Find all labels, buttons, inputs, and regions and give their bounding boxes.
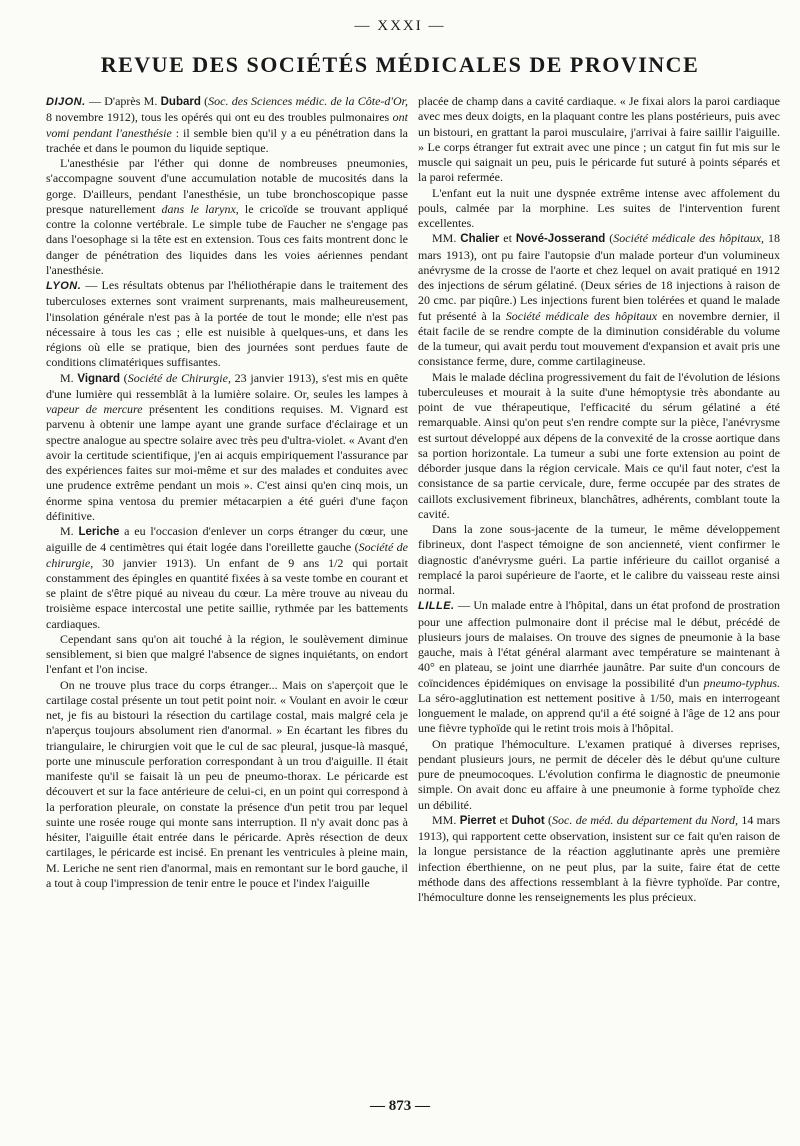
author-name: Pierret <box>459 814 497 827</box>
body-text: MM. <box>432 231 461 246</box>
city-heading: DIJON. <box>46 96 86 108</box>
body-text: ( <box>544 812 553 827</box>
article-paragraph <box>418 231 780 369</box>
article-paragraph <box>418 813 780 906</box>
article-paragraph <box>418 370 780 523</box>
article-paragraph <box>418 186 780 232</box>
body-text: 30 janvier 1913). Un enfant de 9 ans 1/2 qui portait constamment des épingles en quantité fixées à sa veste tombe en courant et se plaint de s'être piqué au niveau du cœur. La mère trouve au niveau du troisième espace intercostal une petite saillie, rythmée par les battements cardiaques. <box>46 555 408 631</box>
italic-reference: vapeur de mercure <box>46 402 143 416</box>
body-text: La séro-agglutination est nettement positive à 1/50, mais en interrogeant longuement le malade, on apprend qu'il a été soigné à l'âge de 12 ans pour une fièvre typhoïde qui le retint trois mois à l'hôpital. <box>418 690 780 736</box>
author-name: Vignard <box>77 372 120 385</box>
body-text: et <box>496 812 512 827</box>
body-text: en novembre dernier, il était facile de se rendre compte de la diminution considérable du volume de la tumeur, qui avait perdu tout mouvement d'expansion et avait pris une consistance ferme, dure, comme cartilagineuse. <box>418 308 780 369</box>
author-name: Leriche <box>78 526 120 538</box>
city-heading: LYON. <box>46 280 82 292</box>
page-number: — 873 — <box>370 1098 430 1114</box>
article-paragraph <box>418 598 780 736</box>
page-title: REVUE DES SOCIÉTÉS MÉDICALES DE PROVINCE <box>100 52 700 77</box>
article-paragraph <box>418 737 780 813</box>
body-text: 23 janvier 1913), s'est mis en quête d'une lumière qui ressemblât à la lumière solaire. Or, seules les lampes à <box>46 370 409 401</box>
article-paragraph <box>46 632 408 678</box>
italic-reference: Société médicale des hôpitaux, <box>613 231 765 246</box>
italic-reference: ont vomi pendant l'anesthésie <box>46 110 408 140</box>
body-text: — D'après M. <box>85 94 161 108</box>
body-text: Mais le malade déclina progressivement du fait de l'évolution de lésions tuberculeuses et mourait à la suite d'une hémoptysie très abondante au point de vue thérapeutique, l'efficacité du sérum gélatiné a été remarquable. Ainsi qu'on peut s'en rendre compte sur la pièce, l'anévrysme est surtout développé aux dépens de la convexité de la crosse aortique dans sa portion horizontale. La tumeur a subi une forte extension au point de déborder jusque dans la région cervicale. Mais ce qu'il faut noter, c'est la consistance de sa partie cervicale, dure, ferme occupée par des strates de caillots exclusivement fibrineux, blanchâtres, adhérents, comblant toute la cavité. <box>418 369 780 521</box>
italic-reference: dans le larynx, <box>161 201 239 216</box>
body-text: a eu l'occasion d'enlever un corps étranger du cœur, une aiguille de 4 centimètres qui était logée dans l'oreillette gauche ( <box>46 524 409 555</box>
article-paragraph <box>46 678 408 892</box>
body-text: L'enfant eut la nuit une dyspnée extrême intense avec affolement du pouls, calmée par la morphine. Les suites de l'intervention furent excellentes. <box>418 185 780 230</box>
body-text: 14 mars 1913), qui rapportent cette observation, insistent sur ce fait qu'en raison de la longue persistance de la réaction agglutinante après une première infection éberthienne, on ne peut plus, par la suite, faire état de cette méthode dans des affections ressemblant à la fièvre typhoïde. Par contre, l'hémoculture donne les renseignements les plus précieux. <box>418 812 781 904</box>
body-text: M. <box>60 370 78 385</box>
body-text: ( <box>119 370 128 385</box>
italic-reference: pneumo-typhus. <box>703 675 780 690</box>
body-text: M. <box>60 524 79 538</box>
italic-reference: Société médicale des hôpitaux <box>505 308 658 323</box>
body-text: Cependant sans qu'on ait touché à la région, le soulèvement diminue sensiblement, si bien que malgré l'absence de signes inquiétants, on endort l'enfant et l'on incise. <box>46 631 408 677</box>
author-name: Chalier <box>460 233 500 246</box>
author-name: Nové-Josserand <box>515 233 606 246</box>
page-header: — XXXI — <box>354 18 446 34</box>
body-text: — Un malade entre à l'hôpital, dans un état profond de prostration pour une affection pulmonaire dont il précise mal le début, précédé de plusieurs jours de malaises. On trouve des signes de pneumonie à la base gauche, mais à l'état général alarmant avec température se maintenant à 40° en plateau, se joint une diarrhée jaunâtre. Par suite d'un concours de coïncidences épidémiques on envisage la possibilité d'un <box>418 598 780 690</box>
body-text: Dans la zone sous-jacente de la tumeur, le même développement fibrineux, dont l'aspect témoigne de son ancienneté, vient confirmer le diagnostic d'anévrysme guéri. La partie inférieure du caillot organisé a remplacé la paroi supérieure de l'aorte, et le calibre du vaisseau reste ainsi normal. <box>418 522 780 597</box>
body-text: placée de champ dans a cavité cardiaque. « Je fixai alors la paroi cardiaque avec mes deux doigts, en la plaquant contre les plans postérieurs, puis avec un bistouri, en grattant la paroi musculaire, j'arrivai à faire saillir l'aiguille. » Le corps étranger fut extrait avec une pince ; un catgut fin fut mis sur le muscle qui saignait un peu, puis le péricarde fut suturé à points séparés et la paroi refermée. <box>418 94 780 185</box>
body-text: : il semble bien qu'il y a eu pénétration dans la trachée et dans le poumon du liquide septique. <box>46 125 408 155</box>
author-name: Duhot <box>511 814 545 827</box>
italic-reference: Société de Chirurgie, <box>127 370 231 385</box>
author-name: Dubard <box>160 96 201 108</box>
body-text: ( <box>605 231 614 246</box>
article-paragraph <box>46 156 408 278</box>
body-text: présentent les conditions requises. M. Vignard est parvenu à obtenir une lampe ayant une grande surface d'éclairage et un spectre analogue au spectre solaire avec très peu d'ultra-violet. « Avant d'en avoir la certitude scientifique, j'en ai acquis empiriquement l'assurance par des expériences faites sur moi-même et sur des malades et conduites avec une prudence extrême pendant un mois ». C'est ainsi qu'en cinq mois, un énorme spina ventosa du premier métacarpien a été guéri d'une façon définitive. <box>46 402 408 523</box>
left-column <box>46 94 408 891</box>
body-text: — Les résultats obtenus par l'héliothérapie dans le traitement des tuberculoses externes sont vraiment surprenants, mais malheureusement, l'insolation générale n'est pas à la portée de tout le monde; elle n'est pas nécessaire à tous les cas ; elle est nuisible à quelques-uns, et dans les régions où elle se pratique, bien des journées sont perdues faute de conditions climatériques suffisantes. <box>46 278 408 370</box>
body-text: et <box>499 231 516 246</box>
article-paragraph <box>46 94 408 156</box>
body-text: On ne trouve plus trace du corps étranger... Mais on s'aperçoit que le cartilage costal présente un tout petit point noir. « Voulant en avoir le cœur net, je fis au bistouri la résection du cartilage costal, mais malgré cela je n'aperçus toujours absolument rien d'anormal. » En écartant les fibres du triangulaire, le chirurgien voit que le cul de sac pleural, jusque-là masqué, porte une minuscule perforation correspondant à un trou d'aiguille. Il était manifeste qu'il se faisait là un peu de pneumo-thorax. Le péricarde est découvert et sur la face antérieure de celui-ci, en un point qui correspond à la perforation pleurale, on constate la présence d'un petit trou par lequel suinte une rosée rouge qui monte sans interruption. Il n'y avait donc pas à hésiter, l'aiguille était entrée dans le péricarde. Après résection de deux cartilages, le péricarde est incisé. En prenant les ventricules à pleine main, M. Leriche ne sent rien d'anormal, mais en remontant sur le bord gauche, il a tout à coup l'impression de tenir entre le pouce et l'index l'aiguille <box>46 677 408 890</box>
article-paragraph <box>46 524 408 632</box>
body-text: On pratique l'hémoculture. L'examen pratiqué à diverses reprises, pendant plusieurs jours, ne permit de déceler dès le début qu'une culture pure de pneumocoques. L'évolution confirma le diagnostic de pneumonie simple. On avait donc eu affaire à une pneumonie à forme typhoïde chez un débilité. <box>418 736 780 812</box>
article-paragraph <box>418 522 780 598</box>
body-text: L'anesthésie par l'éther qui donne de nombreuses pneumonies, s'accompagne souvent d'une accumulation notable de mucosités dans la gorge. D'ailleurs, pendant l'anesthésie, un tube bronchoscopique passe presque naturellement <box>46 156 408 216</box>
right-column <box>418 94 780 905</box>
body-text: 18 mars 1913), ont pu faire l'autopsie d'un malade porteur d'un volumineux anévrysme de la crosse de l'aorte et chez lequel on avait pratiqué en 1912 des injections de sérum gélatiné. (Deux séries de 18 injections à raison de 20 cmc. par piqûre.) Les injections furent bien tolérées et quand le malade fut présenté à la <box>418 231 781 323</box>
article-paragraph <box>418 94 780 186</box>
body-text: le cricoïde se trouvant appliqué contre la colonne vertébrale. Le simple tube de Faucher ne s'engage pas dans l'oesophage si la tête est en extension. Tous ces faits montrent donc le danger de pénétration des liquides dans les voies aériennes pendant l'anesthésie. <box>46 201 408 277</box>
italic-reference: Société de chirurgie, <box>46 540 408 570</box>
body-text: MM. <box>432 812 460 827</box>
article-paragraph <box>46 278 408 371</box>
city-heading: LILLE. <box>418 600 455 613</box>
body-text: ( <box>200 94 209 108</box>
body-text: 8 novembre 1912), tous les opérés qui ont eu des troubles pulmonaires <box>46 110 393 125</box>
italic-reference: Soc. de méd. du département du Nord, <box>552 812 738 827</box>
italic-reference: Soc. des Sciences médic. de la Côte-d'Or, <box>208 94 408 108</box>
article-paragraph <box>46 371 408 525</box>
